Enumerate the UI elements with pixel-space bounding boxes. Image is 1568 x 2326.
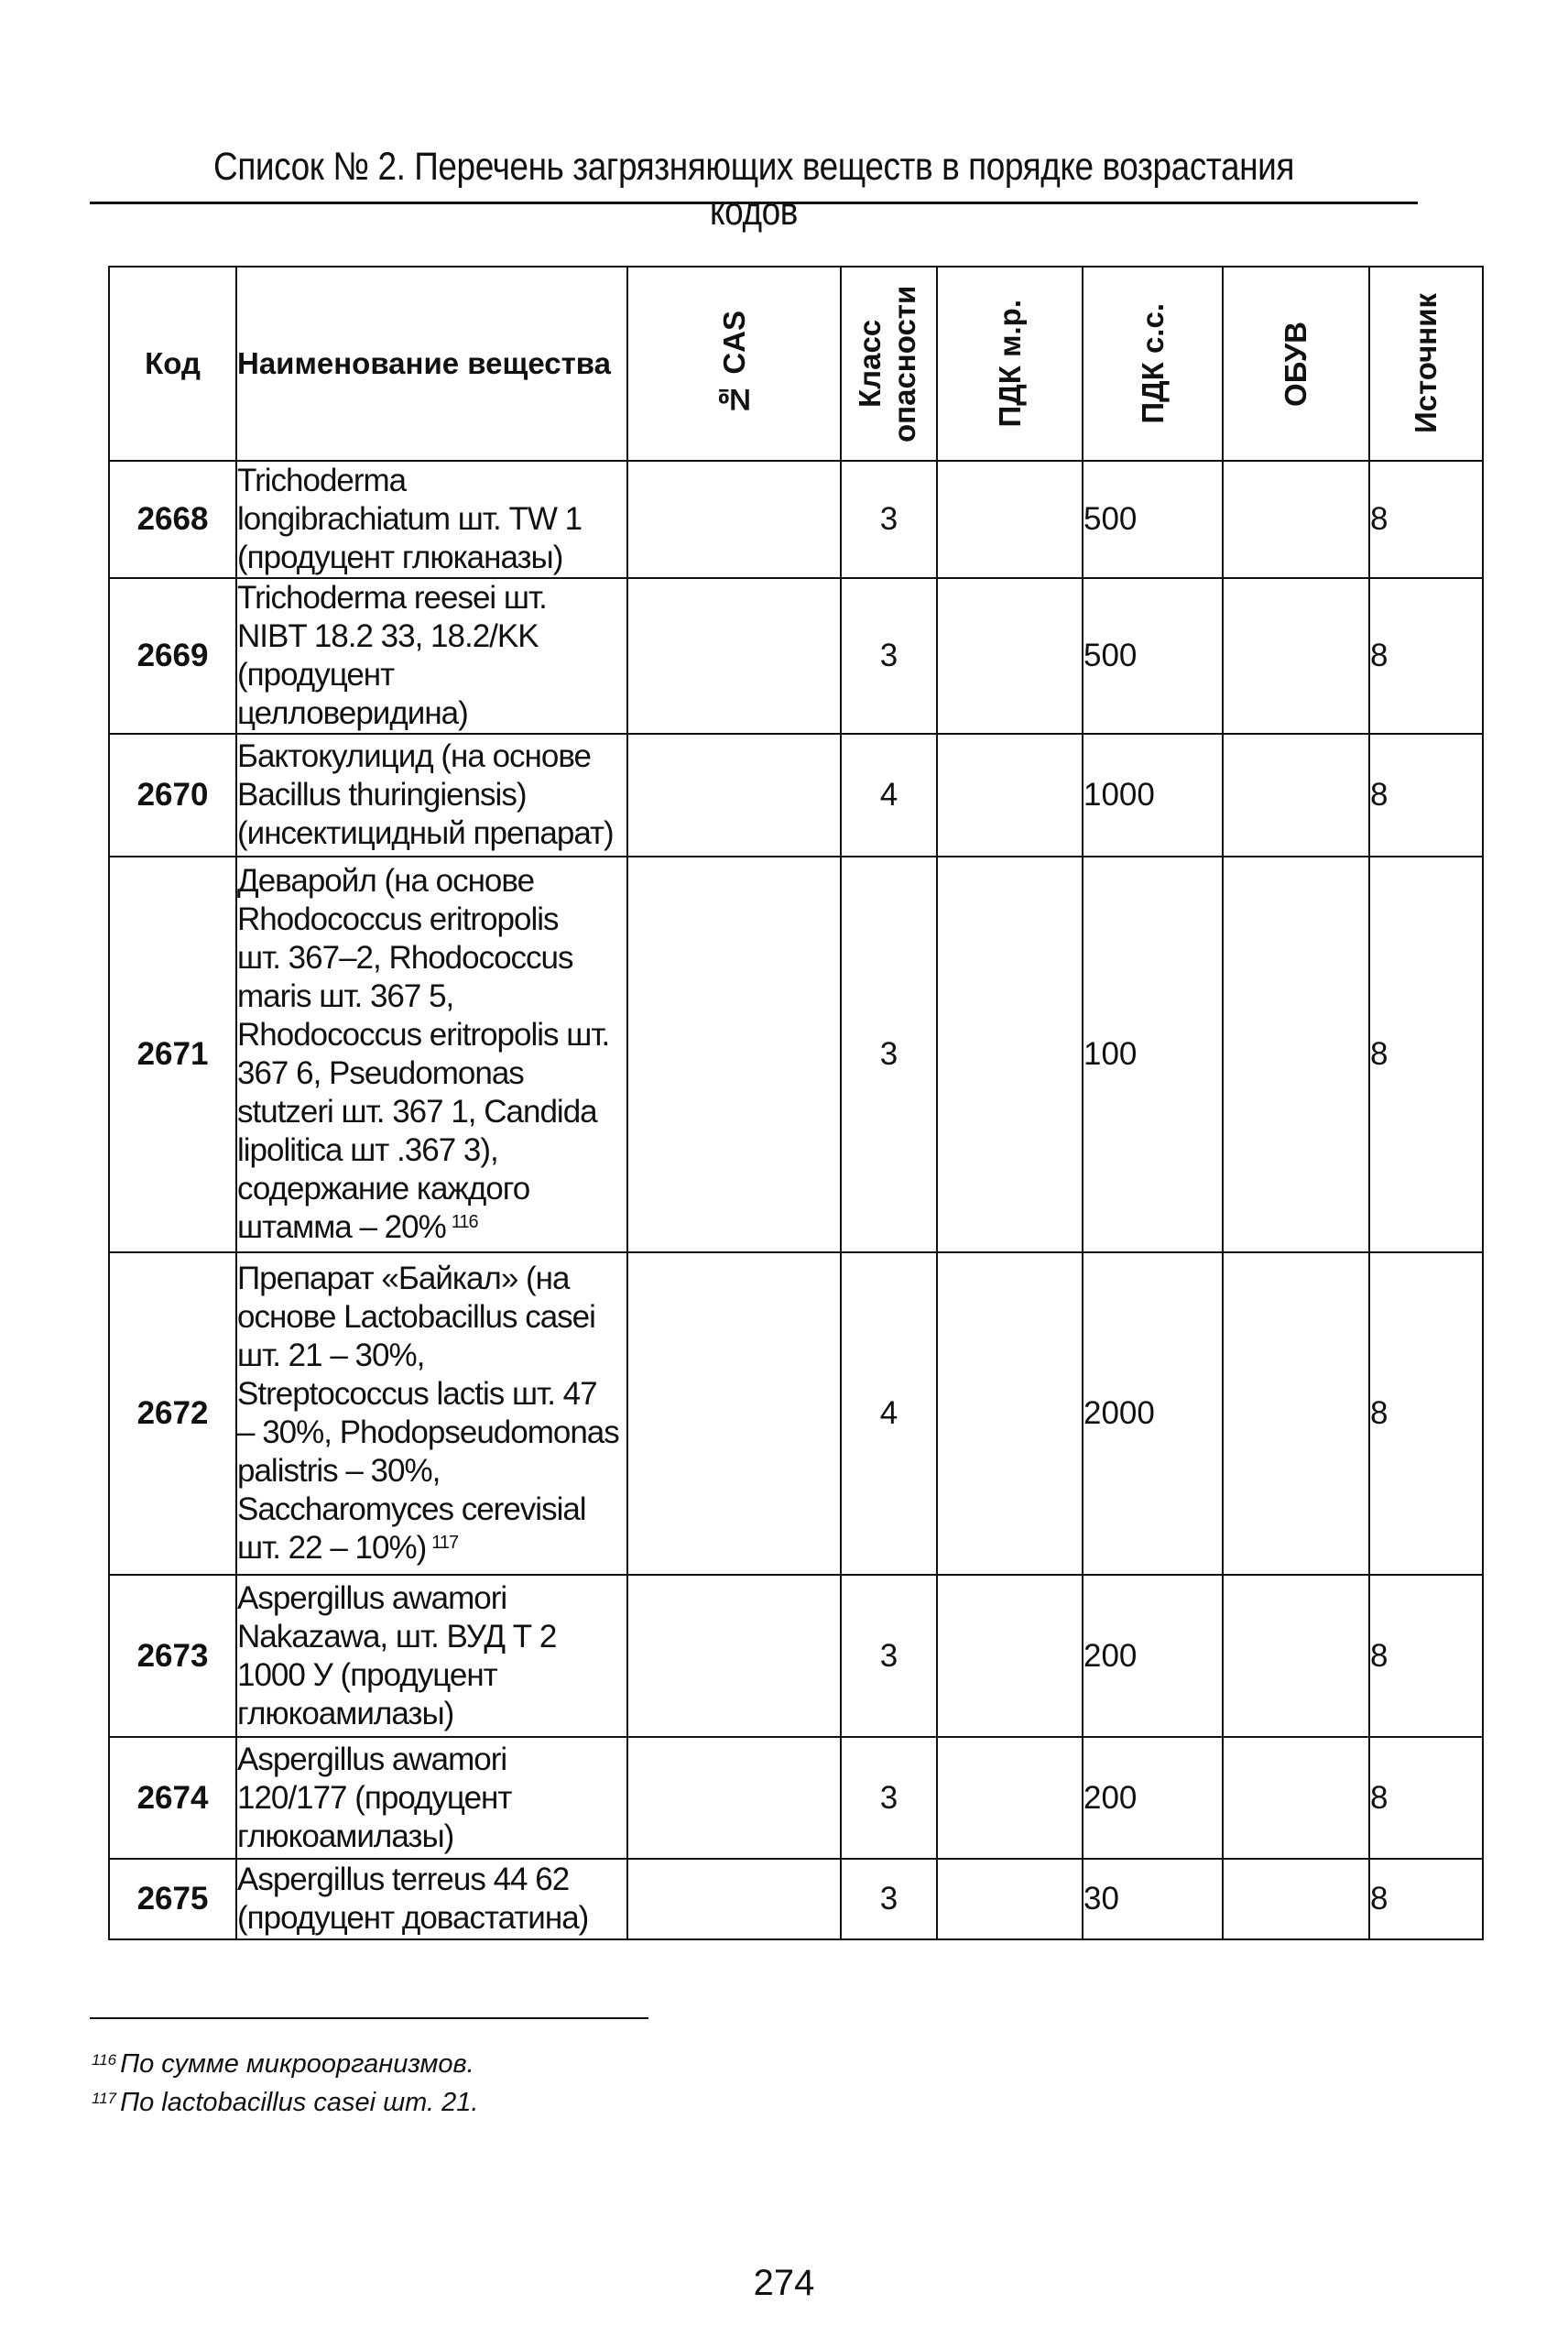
name-line <box>237 1579 626 1618</box>
cell-name <box>236 1859 627 1939</box>
name-line <box>237 939 626 977</box>
header-rule <box>90 202 1418 204</box>
cell-pdk-mr <box>937 857 1083 1252</box>
cell-obuv <box>1223 1575 1369 1737</box>
cell-obuv <box>1223 578 1369 734</box>
cell-obuv <box>1223 1252 1369 1575</box>
name-line <box>237 1093 626 1131</box>
name-line-text: – 30%, Phodopseudomonas <box>237 1414 619 1450</box>
name-line-text: 120/177 (продуцент <box>237 1779 512 1816</box>
name-line <box>237 1298 626 1337</box>
name-line <box>237 1861 626 1899</box>
page-number: 274 <box>753 2263 815 2303</box>
name-line-text: (инсектицидный препарат) <box>237 815 614 851</box>
name-line-text: longibrachiatum шт. TW 1 <box>237 501 583 537</box>
cell-pdk-mr <box>937 734 1083 857</box>
name-line-text: Бактокулицид (на основе <box>237 738 591 774</box>
cell-pdk-ss: 30 <box>1083 1859 1223 1939</box>
name-line <box>237 862 626 901</box>
footnote-117-ref: 117 <box>92 2090 117 2107</box>
cell-name <box>236 857 627 1252</box>
name-line-text: Препарат «Байкал» (на <box>237 1261 570 1296</box>
footnote-116-ref: 116 <box>92 2051 117 2069</box>
cell-pdk-ss: 500 <box>1083 461 1223 578</box>
footnote-ref: 116 <box>451 1212 478 1232</box>
name-line <box>237 617 626 656</box>
cell-pdk-ss: 200 <box>1083 1575 1223 1737</box>
cell-cas <box>627 578 841 734</box>
cell-obuv <box>1223 1737 1369 1859</box>
name-line-text: 1000 У (продуцент <box>237 1656 497 1693</box>
name-line <box>237 1695 626 1733</box>
cell-obuv <box>1223 734 1369 857</box>
column-header-cas-label: № CAS <box>716 311 751 417</box>
name-line <box>237 977 626 1016</box>
cell-cas <box>627 1575 841 1737</box>
cell-code: 2675 <box>109 1859 236 1939</box>
name-line-text: (продуцент довастатина) <box>237 1900 589 1936</box>
name-line <box>237 901 626 939</box>
name-line-text: Nakazawa, шт. ВУД Т 2 <box>237 1618 557 1654</box>
name-line-text: palistris – 30%, <box>237 1453 441 1489</box>
cell-pdk-mr <box>937 1737 1083 1859</box>
footnote-rule <box>90 2017 648 2019</box>
footnote-ref: 117 <box>431 1533 459 1553</box>
cell-cas <box>627 461 841 578</box>
cell-hazard-class: 3 <box>841 1737 937 1859</box>
name-line <box>237 776 626 814</box>
footnote-117 <box>92 2083 478 2122</box>
name-line-text: NIBT 18.2 33, 18.2/KK <box>237 618 539 654</box>
name-line-text: (продуцент глюканазы) <box>237 540 563 575</box>
column-header-obuv-label: ОБУВ <box>1279 321 1312 407</box>
footnote-116 <box>92 2045 478 2083</box>
cell-cas <box>627 1737 841 1859</box>
name-line-text: шт. 22 – 10%) <box>237 1530 427 1566</box>
name-line <box>237 1260 626 1298</box>
cell-hazard-class: 3 <box>841 1859 937 1939</box>
name-line <box>237 1208 626 1247</box>
column-header-source <box>1369 267 1483 461</box>
column-header-pdk-mr-label: ПДК м.р. <box>992 300 1027 428</box>
name-line-text: Rhodococcus eritropolis шт. <box>237 1017 610 1053</box>
footnote-116-text: По сумме микроорганизмов. <box>120 2049 474 2079</box>
name-line-text: глюкоамилазы) <box>237 1695 454 1731</box>
name-line <box>237 1899 626 1938</box>
name-line <box>237 1452 626 1491</box>
cell-source: 8 <box>1369 857 1483 1252</box>
name-line-text: Trichoderma <box>237 463 407 498</box>
name-line-text: основе Lactobacillus casei <box>237 1299 595 1335</box>
name-line <box>237 1054 626 1093</box>
name-line-text: Rhodococcus eritropolis <box>237 901 559 937</box>
column-header-obuv <box>1223 267 1369 461</box>
name-line <box>237 539 626 577</box>
name-line-text: шт. 367–2, Rhodococcus <box>237 940 573 976</box>
cell-hazard-class: 3 <box>841 857 937 1252</box>
name-line <box>237 1529 626 1567</box>
name-line <box>237 656 626 694</box>
cell-name <box>236 1575 627 1737</box>
cell-obuv <box>1223 1859 1369 1939</box>
column-header-code: Код <box>109 267 236 461</box>
cell-cas <box>627 734 841 857</box>
name-line <box>237 1656 626 1695</box>
column-header-pdk-ss <box>1083 267 1223 461</box>
name-line <box>237 1414 626 1452</box>
cell-obuv <box>1223 461 1369 578</box>
name-line-text: 367 6, Pseudomonas <box>237 1055 524 1091</box>
table-body <box>109 461 1483 1939</box>
cell-source: 8 <box>1369 1859 1483 1939</box>
name-line <box>237 1375 626 1414</box>
cell-cas <box>627 1252 841 1575</box>
name-line <box>237 814 626 853</box>
cell-pdk-mr <box>937 578 1083 734</box>
name-line-text: Aspergillus terreus 44 62 <box>237 1862 570 1897</box>
cell-source: 8 <box>1369 578 1483 734</box>
cell-pdk-mr <box>937 1252 1083 1575</box>
name-line-text: maris шт. 367 5, <box>237 978 454 1014</box>
name-line <box>237 1131 626 1170</box>
cell-cas <box>627 1859 841 1939</box>
name-line <box>237 1741 626 1779</box>
cell-name <box>236 1252 627 1575</box>
cell-hazard-class: 3 <box>841 1575 937 1737</box>
table-header-row <box>109 267 1483 461</box>
table-row <box>109 734 1483 857</box>
cell-pdk-mr <box>937 461 1083 578</box>
cell-source: 8 <box>1369 1737 1483 1859</box>
cell-hazard-class: 3 <box>841 461 937 578</box>
cell-name <box>236 461 627 578</box>
cell-name <box>236 578 627 734</box>
table-row <box>109 461 1483 578</box>
name-line <box>237 1170 626 1208</box>
name-line-text: (продуцент <box>237 657 395 693</box>
name-line-text: Saccharomyces cerevisial <box>237 1491 586 1527</box>
name-line-text: штамма – 20% <box>237 1209 446 1245</box>
name-line <box>237 694 626 733</box>
name-line-text: шт. 21 – 30%, <box>237 1338 425 1373</box>
cell-source: 8 <box>1369 461 1483 578</box>
name-line-text: stutzeri шт. 367 1, Candida <box>237 1094 597 1130</box>
substances-table <box>108 266 1484 1940</box>
name-line-text: содержание каждого <box>237 1171 530 1207</box>
name-line-text: Деваройл (на основе <box>237 863 535 899</box>
cell-pdk-mr <box>937 1575 1083 1737</box>
column-header-hazard-class-label: Класс опасности <box>852 285 921 442</box>
column-header-pdk-ss-label: ПДК с.с. <box>1135 303 1170 424</box>
column-header-pdk-mr <box>937 267 1083 461</box>
cell-code: 2670 <box>109 734 236 857</box>
name-line-text: Aspergillus awamori <box>237 1741 507 1777</box>
name-line <box>237 1618 626 1656</box>
table-row <box>109 1859 1483 1939</box>
name-line <box>237 462 626 500</box>
table-row <box>109 1252 1483 1575</box>
footnote-117-text: По lactobacillus casei шт. 21. <box>120 2088 479 2117</box>
table-row <box>109 578 1483 734</box>
cell-code: 2674 <box>109 1737 236 1859</box>
name-line-text: целловеридина) <box>237 695 468 731</box>
name-line <box>237 737 626 776</box>
table-row <box>109 857 1483 1252</box>
cell-code: 2672 <box>109 1252 236 1575</box>
cell-hazard-class: 4 <box>841 1252 937 1575</box>
cell-cas <box>627 857 841 1252</box>
cell-code: 2669 <box>109 578 236 734</box>
cell-obuv <box>1223 857 1369 1252</box>
name-line <box>237 1016 626 1054</box>
name-line-text: lipolitica шт .367 3), <box>237 1132 498 1168</box>
cell-name <box>236 1737 627 1859</box>
table-row <box>109 1737 1483 1859</box>
name-line-text: Bacillus thuringiensis) <box>237 777 527 813</box>
cell-pdk-ss: 100 <box>1083 857 1223 1252</box>
name-line <box>237 1779 626 1818</box>
name-line <box>237 1491 626 1529</box>
column-header-name: Наименование вещества <box>236 267 627 461</box>
name-line-text: глюкоамилазы) <box>237 1818 454 1854</box>
name-line-text: Trichoderma reesei шт. <box>237 580 547 616</box>
column-header-hazard-class <box>841 267 937 461</box>
cell-hazard-class: 4 <box>841 734 937 857</box>
cell-pdk-ss: 500 <box>1083 578 1223 734</box>
cell-source: 8 <box>1369 1575 1483 1737</box>
cell-pdk-ss: 200 <box>1083 1737 1223 1859</box>
cell-source: 8 <box>1369 734 1483 857</box>
cell-pdk-ss: 1000 <box>1083 734 1223 857</box>
page-title: Список № 2. Перечень загрязняющих веществ в порядке возрастания кодов <box>213 145 1294 234</box>
name-line <box>237 1337 626 1375</box>
cell-pdk-mr <box>937 1859 1083 1939</box>
name-line-text: Aspergillus awamori <box>237 1579 507 1616</box>
cell-pdk-ss: 2000 <box>1083 1252 1223 1575</box>
cell-hazard-class: 3 <box>841 578 937 734</box>
column-header-source-label: Источник <box>1409 293 1443 434</box>
column-header-cas <box>627 267 841 461</box>
name-line <box>237 1818 626 1856</box>
cell-name <box>236 734 627 857</box>
name-line <box>237 500 626 539</box>
cell-code: 2668 <box>109 461 236 578</box>
table-row <box>109 1575 1483 1737</box>
cell-source: 8 <box>1369 1252 1483 1575</box>
cell-code: 2673 <box>109 1575 236 1737</box>
cell-code: 2671 <box>109 857 236 1252</box>
name-line-text: Streptococcus lactis шт. 47 <box>237 1376 597 1412</box>
name-line <box>237 579 626 617</box>
footnotes <box>92 2045 478 2122</box>
